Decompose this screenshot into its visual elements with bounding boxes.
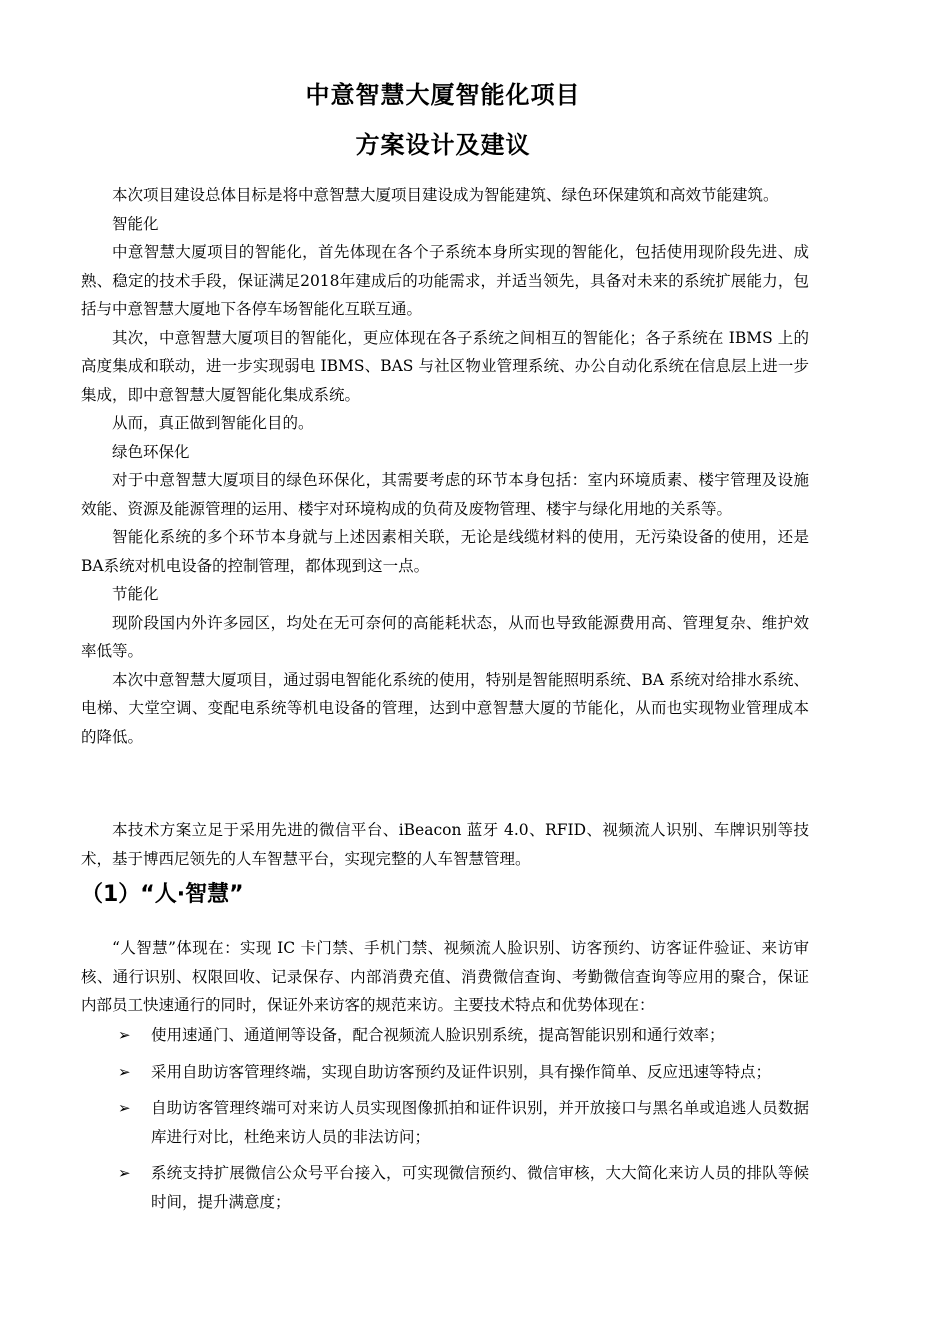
arrow-bullet-icon: ➢ [118, 1164, 131, 1182]
paragraph-intelligent-3: 从而，真正做到智能化目的。 [112, 414, 314, 432]
list-item-text: 系统支持扩展微信公众号平台接入，可实现微信预约、微信审核，大大简化来访人员的排队等候时间，提升满意度； [151, 1164, 809, 1211]
paragraph-tech: 本技术方案立足于采用先进的微信平台、iBeacon 蓝牙 4.0、RFID、视频流人识别、车牌识别等技术，基于博西尼领先的人车智慧平台，实现完整的人车智慧管理。 [81, 821, 809, 868]
paragraph-energy-1: 现阶段国内外许多园区，均处在无可奈何的高能耗状态，从而也导致能源费用高、管理复杂、维护效率低等。 [81, 613, 809, 660]
list-item [81, 1094, 809, 1151]
bullet-list [81, 1021, 809, 1224]
subheading-green: 绿色环保化 [112, 442, 190, 461]
paragraph-intelligent-1: 中意智慧大厦项目的智能化，首先体现在各个子系统本身所实现的智能化，包括使用现阶段先进、成熟、稳定的技术手段，保证满足2018年建成后的功能需求，并适当领先，具备对未来的系统扩展能力，包括与中意智慧大厦地下各停车场智能化互联互通。 [81, 243, 809, 318]
arrow-bullet-icon: ➢ [118, 1062, 131, 1081]
paragraph-green-1: 对于中意智慧大厦项目的绿色环保化，其需要考虑的环节本身包括：室内环境质素、楼宇管理及设施效能、资源及能源管理的运用、楼宇对环境构成的负荷及废物管理、楼宇与绿化用地的关系等。 [81, 471, 809, 518]
paragraph-goal: 本次项目建设总体目标是将中意智慧大厦项目建设成为智能建筑、绿色环保建筑和高效节能建筑。 [112, 186, 779, 204]
arrow-bullet-icon: ➢ [118, 1026, 131, 1044]
intro-section [81, 181, 809, 751]
tech-section [81, 816, 809, 873]
list-item-text: 采用自助访客管理终端，实现自助访客预约及证件识别，具有操作简单、反应迅速等特点； [151, 1062, 772, 1081]
paragraph-energy-2: 本次中意智慧大厦项目，通过弱电智能化系统的使用，特别是智能照明系统、BA 系统对给排水系统、电梯、大堂空调、变配电系统等机电设备的管理，达到中意智慧大厦的节能化，从而也实现物业管理成本的降低。 [81, 670, 809, 746]
paragraph-people: “人智慧”体现在：实现 IC 卡门禁、手机门禁、视频流人脸识别、访客预约、访客证件验证、来访审核、通行识别、权限回收、记录保存、内部消费充值、消费微信查询、考勤微信查询等应用的聚合，保证内部员工快速通行的同时，保证外来访客的规范来访。主要技术特点和优势体现在： [81, 939, 809, 1014]
arrow-bullet-icon: ➢ [118, 1099, 131, 1117]
paragraph-green-2: 智能化系统的多个环节本身就与上述因素相关联，无论是线缆材料的使用，无污染设备的使用，还是BA系统对机电设备的控制管理，都体现到这一点。 [81, 528, 809, 575]
list-item [81, 1159, 809, 1216]
document-title: 中意智慧大厦智能化项目 [305, 80, 581, 109]
subheading-intelligent: 智能化 [112, 214, 159, 233]
list-item [81, 1021, 809, 1050]
section-heading: （1）“人·智慧” [81, 882, 244, 907]
document-subtitle: 方案设计及建议 [355, 130, 531, 159]
list-item [81, 1058, 809, 1087]
people-section [81, 934, 809, 1020]
list-item-text: 自助访客管理终端可对来访人员实现图像抓拍和证件识别，并开放接口与黑名单或追逃人员数据库进行对比，杜绝来访人员的非法访问； [151, 1099, 809, 1146]
subheading-energy: 节能化 [112, 585, 159, 603]
paragraph-intelligent-2: 其次，中意智慧大厦项目的智能化，更应体现在各子系统之间相互的智能化；各子系统在 IBMS 上的高度集成和联动，进一步实现弱电 IBMS、BAS 与社区物业管理系统、办公自动化系统在信息层上进一步集成，即中意智慧大厦智能化集成系统。 [81, 328, 809, 404]
list-item-text: 使用速通门、通道闸等设备，配合视频流人脸识别系统，提高智能识别和通行效率； [151, 1026, 725, 1044]
